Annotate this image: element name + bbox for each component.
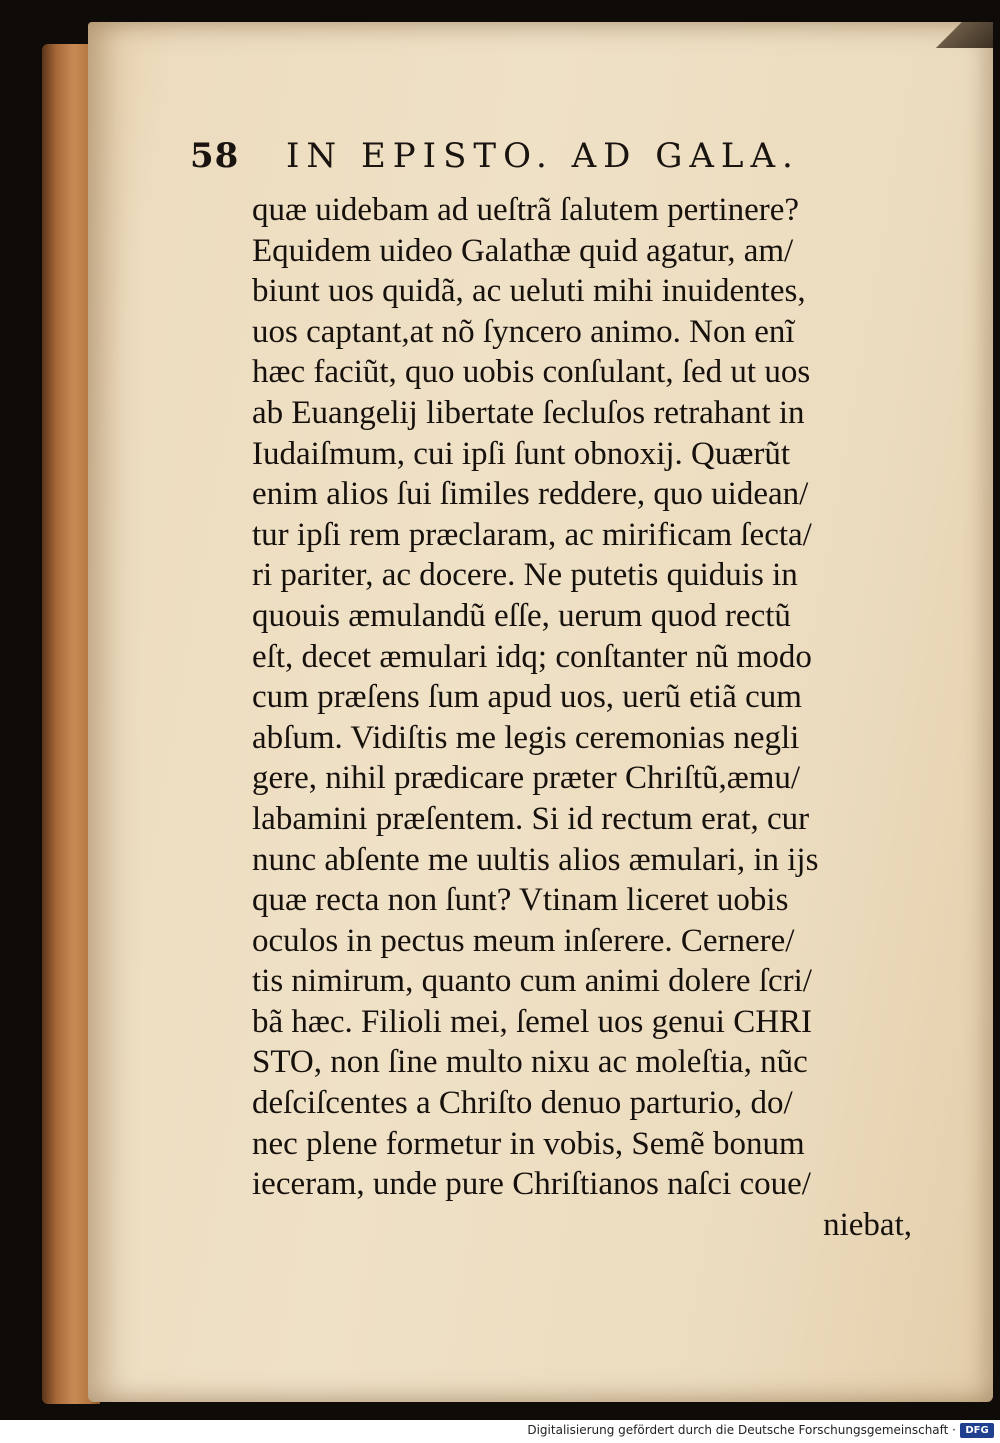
text-line: abſum. Vidiſtis me legis ceremonias negli — [252, 719, 800, 756]
page-number: 58 — [190, 136, 240, 176]
body-text — [252, 190, 922, 1245]
text-line: enim alios ſui ſimiles reddere, quo uidean/ — [252, 476, 809, 513]
text-line: eſt, decet æmulari idq; conſtanter nũ modo — [252, 638, 812, 675]
digitization-footer — [0, 1420, 1000, 1443]
text-line: bã hæc. Filioli mei, ſemel uos genui CHRI — [252, 1003, 813, 1040]
text-line: Equidem uideo Galathæ quid agatur, am/ — [252, 232, 794, 269]
text-line: quæ recta non ſunt? Vtinam liceret uobis — [252, 882, 789, 919]
text-line: quouis æmulandũ eſſe, uerum quod rectũ — [252, 597, 791, 634]
text-line: hæc faciũt, quo uobis conſulant, ſed ut uos — [252, 354, 811, 391]
funding-credit: Digitalisierung gefördert durch die Deutsche Forschungsgemeinschaft · — [527, 1423, 956, 1437]
text-line: tis nimirum, quanto cum animi dolere ſcri/ — [252, 963, 812, 1000]
text-line: Iudaiſmum, cui ipſi ſunt obnoxij. Quærũt — [252, 435, 791, 472]
text-line: labamini præſentem. Si id rectum erat, cur — [252, 800, 810, 837]
text-line: uos captant,at nõ ſyncero animo. Non enĩ — [252, 313, 795, 350]
text-line: nunc abſente me uultis alios æmulari, in ijs — [252, 841, 819, 878]
text-line: ieceram, unde pure Chriſtianos naſci coue/ — [252, 1166, 811, 1203]
text-line: ab Euangelij libertate ſecluſos retrahant in — [252, 394, 805, 431]
text-line: nec plene formetur in vobis, Semẽ bonum — [252, 1125, 805, 1162]
text-line: gere, nihil prædicare præter Chriſtũ,æmu/ — [252, 760, 801, 797]
text-line: quæ uidebam ad ueſtrã ſalutem pertinere? — [252, 192, 800, 228]
page-corner-shadow — [923, 22, 993, 48]
catchword-line: niebat, — [823, 1206, 912, 1243]
running-title: IN EPISTO. AD GALA. — [286, 136, 800, 176]
text-line: biunt uos quidã, ac ueluti mihi inuidentes, — [252, 273, 806, 310]
text-line: STO, non ſine multo nixu ac moleſtia, nũc — [252, 1044, 808, 1081]
page-header — [190, 136, 830, 182]
text-line: cum præſens ſum apud uos, uerũ etiã cum — [252, 679, 802, 716]
text-line: ri pariter, ac docere. Ne putetis quiduis in — [252, 557, 798, 594]
text-line: deſciſcentes a Chriſto denuo parturio, do/ — [252, 1085, 793, 1122]
dfg-logo-icon: DFG — [960, 1423, 994, 1438]
text-line: oculos in pectus meum inſerere. Cernere/ — [252, 922, 795, 959]
text-line: tur ipſi rem præclaram, ac mirificam ſecta/ — [252, 516, 812, 553]
